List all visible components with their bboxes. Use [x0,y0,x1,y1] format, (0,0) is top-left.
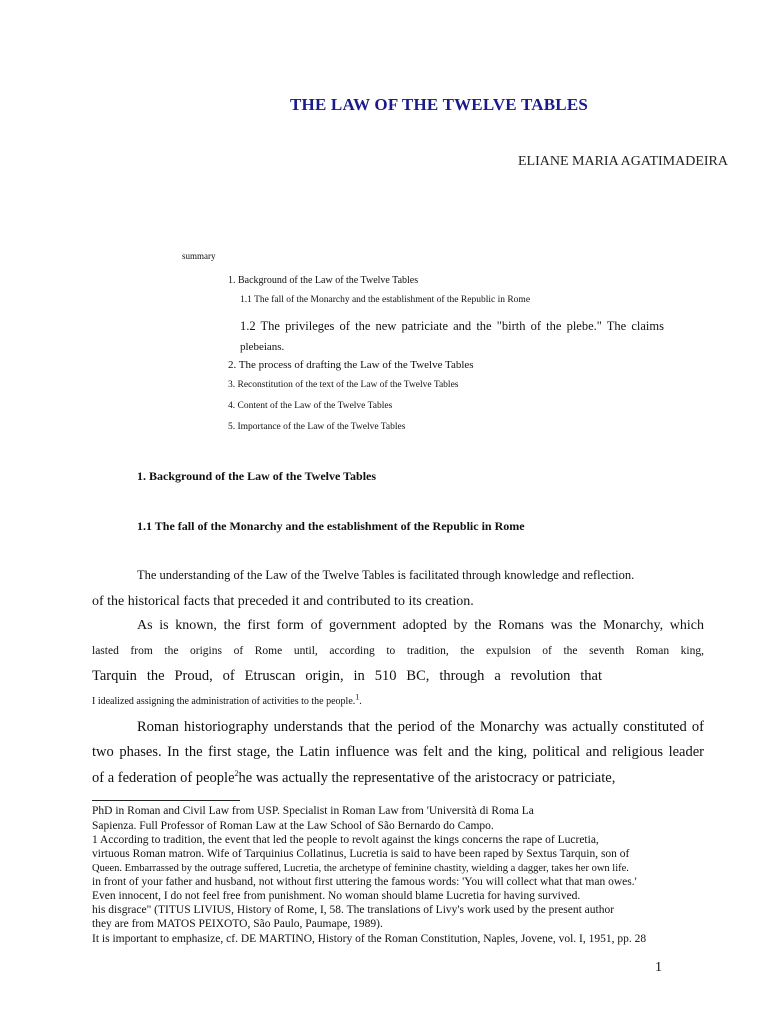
footnote-line: 1 According to tradition, the event that led the people to revolt against the kings concerns the rape of Lucretia, [92,834,599,846]
toc-item: 5. Importance of the Law of the Twelve Tables [228,422,406,432]
footnote-line: his disgrace" (TITUS LIVIUS, History of Rome, I, 58. The translations of Livy's work used by the present author [92,904,615,916]
toc-item: 1.1 The fall of the Monarchy and the establishment of the Republic in Rome [240,295,531,305]
summary-label: summary [182,251,216,261]
subsection-heading: 1.1 The fall of the Monarchy and the establishment of the Republic in Rome [137,519,525,533]
page-number: 1 [655,960,662,975]
toc-item: 3. Reconstitution of the text of the Law of the Twelve Tables [228,380,459,390]
footnote-line: It is important to emphasize, cf. DE MARTINO, History of the Roman Constitution, Naples, Jovene, vol. I, 1951, pp. 28 [92,933,647,945]
document-title: THE LAW OF THE TWELVE TABLES [289,95,589,114]
footnote-line: virtuous Roman matron. Wife of Tarquinius Collatinus, Lucretia is said to have been raped by Sextus Tarquin, son of [92,848,630,860]
footnote-line: Even innocent, I do not feel free from punishment. No woman should blame Lucretia for having survived. [92,890,581,902]
footnote-line: Sapienza. Full Professor of Roman Law at the Law School of São Bernardo do Campo. [92,820,494,832]
toc-item: 1. Background of the Law of the Twelve Tables [228,275,419,286]
author-name: ELIANE MARIA AGATIMADEIRA [518,154,728,169]
footnote-line: Queen. Embarrassed by the outrage suffered, Lucretia, the archetype of feminine chastity, wielding a dagger, takes her own life. [92,863,629,874]
footnote-separator [92,800,240,801]
footnote-line: in front of your father and husband, not without first uttering the famous words: 'You will collect what that man owes.' [92,876,637,888]
footnote-line: they are from MATOS PEIXOTO, São Paulo, Paumape, 1989). [92,918,383,930]
section-heading: 1. Background of the Law of the Twelve Tables [137,469,377,483]
toc-item: 2. The process of drafting the Law of the Twelve Tables [228,359,474,371]
footnote-line: PhD in Roman and Civil Law from USP. Specialist in Roman Law from 'Università di Roma La [92,805,534,817]
toc-item-multiline: 1.2 The privileges of the new patriciate and the "birth of the plebe." The claims plebeians. [240,319,664,353]
toc-item: 4. Content of the Law of the Twelve Tables [228,401,393,411]
